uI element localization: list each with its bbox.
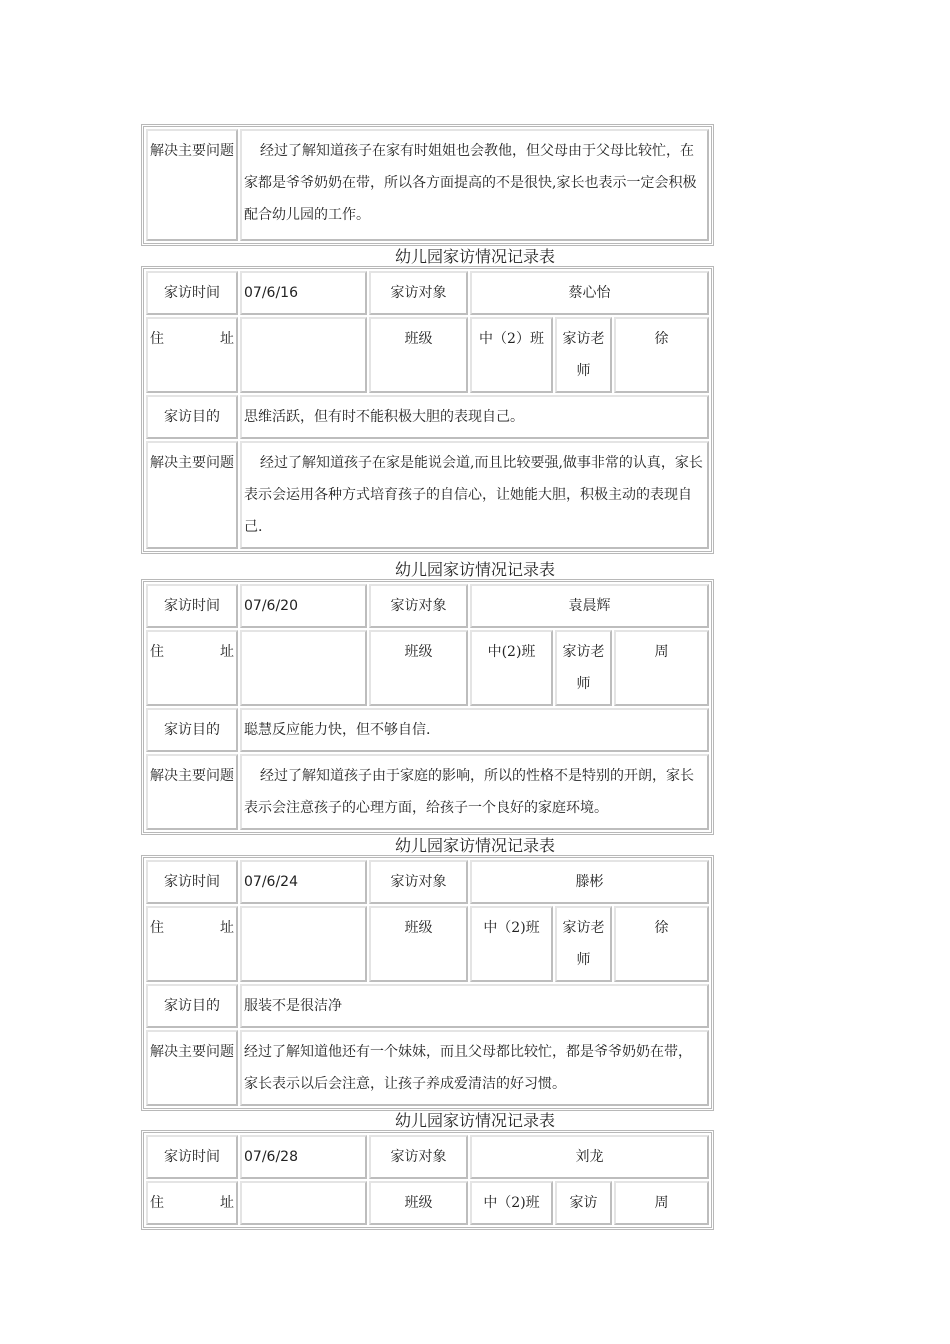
address-row [146, 630, 709, 706]
time-label: 家访时间 [146, 271, 238, 315]
teacher-value: 周 [614, 630, 709, 706]
purpose-text: 服装不是很洁净 [240, 984, 709, 1028]
address-value [240, 317, 367, 393]
solve-text: 经过了解知道孩子在家有时姐姐也会教他，但父母由于父母比较忙，在家都是爷爷奶奶在带，所以各方面提高的不是很快,家长也表示一定会积极配合幼儿园的工作。 [240, 129, 709, 241]
teacher-label: 家访老师 [555, 906, 612, 982]
record-title: 幼儿园家访情况记录表 [394, 836, 555, 855]
address-label: 住址 [146, 906, 238, 982]
time-label: 家访时间 [146, 860, 238, 904]
child-name: 滕彬 [470, 860, 709, 904]
purpose-text: 思维活跃，但有时不能积极大胆的表现自己。 [240, 395, 709, 439]
teacher-value: 徐 [614, 906, 709, 982]
time-row [146, 584, 709, 628]
address-row [146, 1181, 709, 1225]
solve-label: 解决主要问题 [146, 754, 238, 830]
address-label: 住址 [146, 1181, 238, 1225]
class-label: 班级 [369, 1181, 468, 1225]
class-label: 班级 [369, 906, 468, 982]
class-value: 中（2)班 [470, 906, 553, 982]
visit-date: 07/6/16 [240, 271, 367, 315]
time-label: 家访时间 [146, 1135, 238, 1179]
address-value [240, 906, 367, 982]
address-label: 住址 [146, 630, 238, 706]
purpose-row [146, 395, 709, 439]
class-value: 中（2）班 [470, 317, 553, 393]
time-label: 家访时间 [146, 584, 238, 628]
solve-text: 经过了解知道孩子在家是能说会道,而且比较要强,做事非常的认真，家长表示会运用各种方式培育孩子的自信心，让她能大胆，积极主动的表现自己. [240, 441, 709, 549]
record-table [141, 855, 714, 1111]
teacher-value: 周 [614, 1181, 709, 1225]
solve-label: 解决主要问题 [146, 1030, 238, 1106]
purpose-label: 家访目的 [146, 395, 238, 439]
solve-label: 解决主要问题 [146, 129, 238, 241]
child-name: 袁晨辉 [470, 584, 709, 628]
time-row [146, 271, 709, 315]
teacher-value: 徐 [614, 317, 709, 393]
record-title: 幼儿园家访情况记录表 [394, 560, 555, 579]
class-label: 班级 [369, 317, 468, 393]
record-table [141, 1130, 714, 1230]
record-fragment-table [141, 124, 714, 246]
class-value: 中(2)班 [470, 630, 553, 706]
address-label: 住址 [146, 317, 238, 393]
teacher-label: 家访老师 [555, 630, 612, 706]
target-label: 家访对象 [369, 584, 468, 628]
target-label: 家访对象 [369, 1135, 468, 1179]
solve-row [146, 754, 709, 830]
target-label: 家访对象 [369, 860, 468, 904]
visit-date: 07/6/24 [240, 860, 367, 904]
record-table [141, 266, 714, 554]
teacher-label: 家访 [555, 1181, 612, 1225]
teacher-label: 家访老师 [555, 317, 612, 393]
class-value: 中（2)班 [470, 1181, 553, 1225]
purpose-label: 家访目的 [146, 708, 238, 752]
record-table [141, 579, 714, 835]
solve-label: 解决主要问题 [146, 441, 238, 549]
address-row [146, 317, 709, 393]
solve-row [146, 129, 709, 241]
address-value [240, 630, 367, 706]
solve-text: 经过了解知道他还有一个妹妹，而且父母都比较忙，都是爷爷奶奶在带，家长表示以后会注意，让孩子养成爱清洁的好习惯。 [240, 1030, 709, 1106]
time-row [146, 860, 709, 904]
address-value [240, 1181, 367, 1225]
solve-row [146, 441, 709, 549]
record-title: 幼儿园家访情况记录表 [394, 247, 555, 266]
child-name: 刘龙 [470, 1135, 709, 1179]
record-title: 幼儿园家访情况记录表 [394, 1111, 555, 1130]
address-row [146, 906, 709, 982]
purpose-text: 聪慧反应能力快，但不够自信. [240, 708, 709, 752]
visit-date: 07/6/28 [240, 1135, 367, 1179]
visit-date: 07/6/20 [240, 584, 367, 628]
solve-text: 经过了解知道孩子由于家庭的影响，所以的性格不是特别的开朗，家长表示会注意孩子的心理方面，给孩子一个良好的家庭环境。 [240, 754, 709, 830]
child-name: 蔡心怡 [470, 271, 709, 315]
target-label: 家访对象 [369, 271, 468, 315]
solve-row [146, 1030, 709, 1106]
purpose-row [146, 708, 709, 752]
time-row [146, 1135, 709, 1179]
purpose-label: 家访目的 [146, 984, 238, 1028]
purpose-row [146, 984, 709, 1028]
class-label: 班级 [369, 630, 468, 706]
